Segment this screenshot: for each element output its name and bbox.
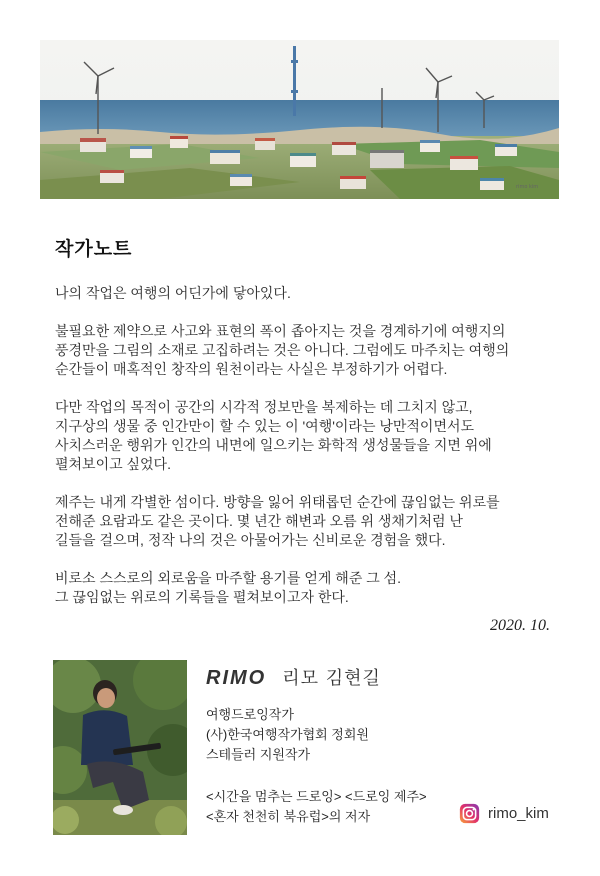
text-line: 길들을 걸으며, 정작 나의 것은 아물어가는 신비로운 경험을 했다. (55, 532, 446, 548)
paragraph (55, 322, 555, 379)
role-item: 스테들러 지원작가 (206, 747, 311, 762)
date: 2020. 10. (490, 617, 550, 634)
paragraph (55, 493, 555, 550)
page-title: 작가노트 (55, 238, 133, 260)
role-item: 여행드로잉작가 (206, 707, 294, 722)
text-line: 순간들이 매혹적인 창작의 원천이라는 사실은 부정하기가 어렵다. (55, 361, 448, 377)
works-line: <시간을 멈추는 드로잉> <드로잉 제주> (206, 789, 427, 804)
jeju-landscape-painting (40, 40, 559, 199)
artist-note-body (55, 284, 555, 626)
author-name-en: RIMO (206, 667, 267, 689)
paragraph (55, 284, 555, 303)
text-line: 사치스러운 행위가 인간의 내면에 일으키는 화학적 생성물들을 지면 위에 (55, 437, 492, 453)
author-name (206, 664, 381, 690)
text-line: 나의 작업은 여행의 어딘가에 닿아있다. (55, 285, 291, 301)
text-line: 지구상의 생물 중 인간만이 할 수 있는 이 '여행'이라는 낭만적이면서도 (55, 418, 475, 434)
text-line: 펼쳐보이고 싶었다. (55, 456, 171, 472)
banner-illustration (40, 40, 559, 199)
role-item: (사)한국여행작가협회 정회원 (206, 727, 369, 742)
author-name-ko: 리모 김현길 (282, 668, 381, 689)
portrait-image (53, 660, 187, 835)
text-line: 제주는 내게 각별한 섬이다. 방향을 잃어 위태롭던 순간에 끊임없는 위로를 (55, 494, 500, 510)
instagram-handle[interactable]: rimo_kim (488, 805, 549, 822)
text-line: 불필요한 제약으로 사고와 표현의 폭이 좁아지는 것을 경계하기에 여행지의 (55, 323, 506, 339)
svg-text:rimo kim: rimo kim (516, 184, 539, 190)
author-roles (206, 705, 369, 765)
text-line: 풍경만을 그림의 소재로 고집하려는 것은 아니다. 그럼에도 마주치는 여행의 (55, 342, 510, 358)
works-line: <혼자 천천히 북유럽>의 저자 (206, 809, 371, 824)
instagram-link[interactable] (459, 803, 549, 824)
text-line: 다만 작업의 목적이 공간의 시각적 정보만을 복제하는 데 그치지 않고, (55, 399, 473, 415)
paragraph (55, 398, 555, 474)
text-line: 비로소 스스로의 외로움을 마주할 용기를 얻게 해준 그 섬. (55, 570, 402, 586)
instagram-icon (459, 803, 480, 824)
paragraph (55, 569, 555, 607)
text-line: 전해준 요람과도 같은 곳이다. 몇 년간 해변과 오름 위 생채기처럼 난 (55, 513, 463, 529)
author-works (206, 787, 427, 827)
text-line: 그 끊임없는 위로의 기록들을 펼쳐보이고자 한다. (55, 589, 349, 605)
author-photo (53, 660, 187, 835)
